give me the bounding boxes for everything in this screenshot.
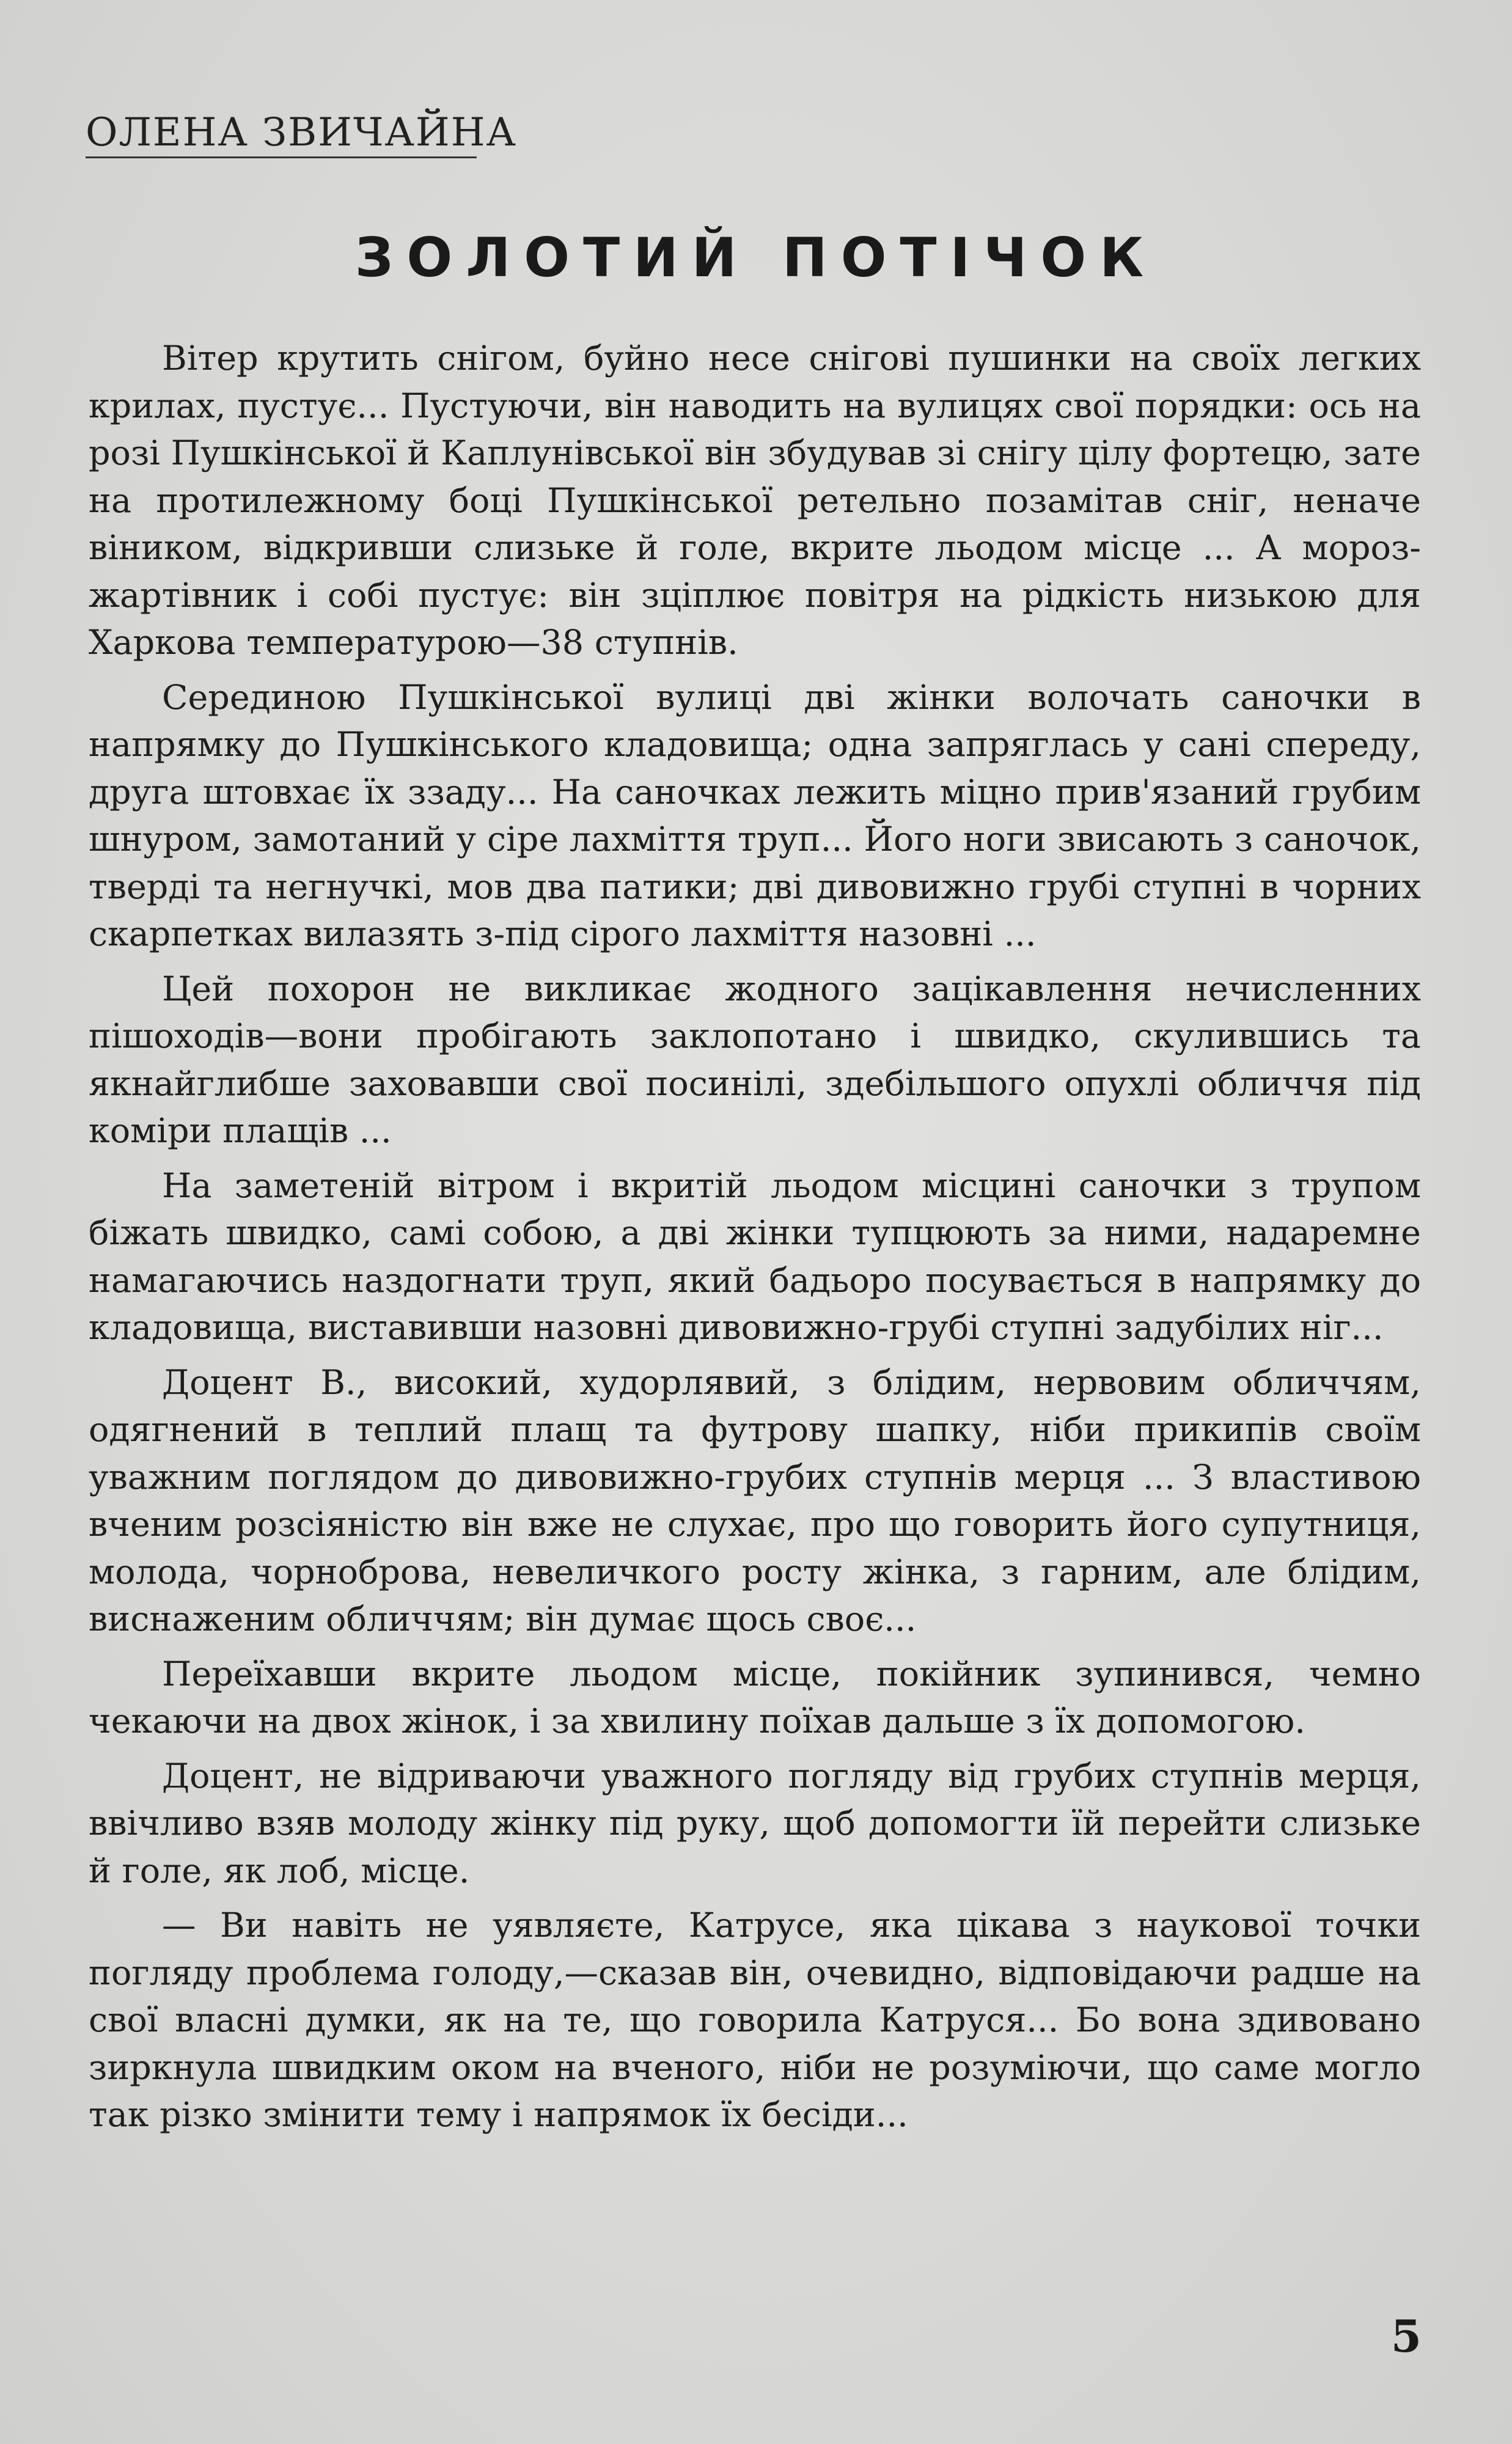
paragraph: На заметеній вітром і вкритій льодом місцині саночки з трупом біжать швидко, самі собою, а дві жінки тупцюють за ними, надаремне намагаючись наздогнати труп, який бадьоро посувається в напрямку до кладовища, виставивши назовні дивовижно-грубі ступні задубілих ніг... xyxy=(89,1165,1421,1348)
paragraph: — Ви навіть не уявляєте, Катрусе, яка цікава з наукової точки погляду проблема голоду,—сказав він, очевидно, відповідаючи радше на свої власні думки, як на те, що говорила Катруся... Бо вона здивовано зиркнула швидким оком на вченого, ніби не розуміючи, що саме могло так різко змінити тему і напрямок їх бесіди... xyxy=(89,1906,1421,2135)
author-underline xyxy=(86,156,477,158)
page-number: 5 xyxy=(1390,2310,1422,2362)
paragraph: Доцент В., високий, худорлявий, з блідим, нервовим обличчям, одягнений в теплий плащ та футрову шапку, ніби прикипів своїм уважним поглядом до дивовижно-грубих ступнів мерця ... З властивою вченим розсіяністю він вже не слухає, про що говорить його супутниця, молода, чорноброва, невеличкого росту жінка, з гарним, але блідим, виснаженим обличчям; він думає щось своє... xyxy=(89,1362,1421,1639)
paragraph: Цей похорон не викликає жодного зацікавлення нечисленних пішоходів—вони пробігають заклопотано і швидко, скулившись та якнайглибше заховавши свої посинілі, здебільшого опухлі обличчя під коміри плащів ... xyxy=(89,969,1421,1151)
paragraph: Серединою Пушкінської вулиці дві жінки волочать саночки в напрямку до Пушкінського кладовища; одна запряглась у сані спереду, друга штовхає їх ззаду... На саночках лежить міцно прив'язаний грубим шнуром, замотаний у сіре лахміття труп... Його ноги звисають з саночок, тверді та негнучкі, мов два патики; дві дивовижно грубі ступні в чорних скарпетках вилазять з-під сірого лахміття назовні ... xyxy=(89,677,1421,954)
paragraph: Вітер крутить снігом, буйно несе снігові пушинки на своїх легких крилах, пустує... Пустуючи, він наводить на вулицях свої порядки: ось на розі Пушкінської й Каплунівської він збудував зі снігу цілу фортецю, зате на протилежному боці Пушкінської ретельно позамітав сніг, неначе віником, відкривши слизьке й голе, вкрите льодом місце ... А мороз-жартівник і собі пустує: він зціплює повітря на рідкість низькою для Харкова температурою—38 ступнів. xyxy=(89,339,1421,662)
paragraph: Доцент, не відриваючи уважного погляду від грубих ступнів мерця, ввічливо взяв молоду жінку під руку, щоб допомогти їй перейти слизьке й голе, як лоб, місце. xyxy=(89,1756,1421,1891)
author-name: ОЛЕНА ЗВИЧАЙНА xyxy=(86,110,517,155)
story-title: ЗОЛОТИЙ ПОТІЧОК xyxy=(354,226,1158,289)
paragraph: Переїхавши вкрите льодом місце, покійник зупинився, чемно чекаючи на двох жінок, і за хвилину поїхав дальше з їх допомогою. xyxy=(89,1654,1421,1741)
story-body xyxy=(89,335,1421,2146)
